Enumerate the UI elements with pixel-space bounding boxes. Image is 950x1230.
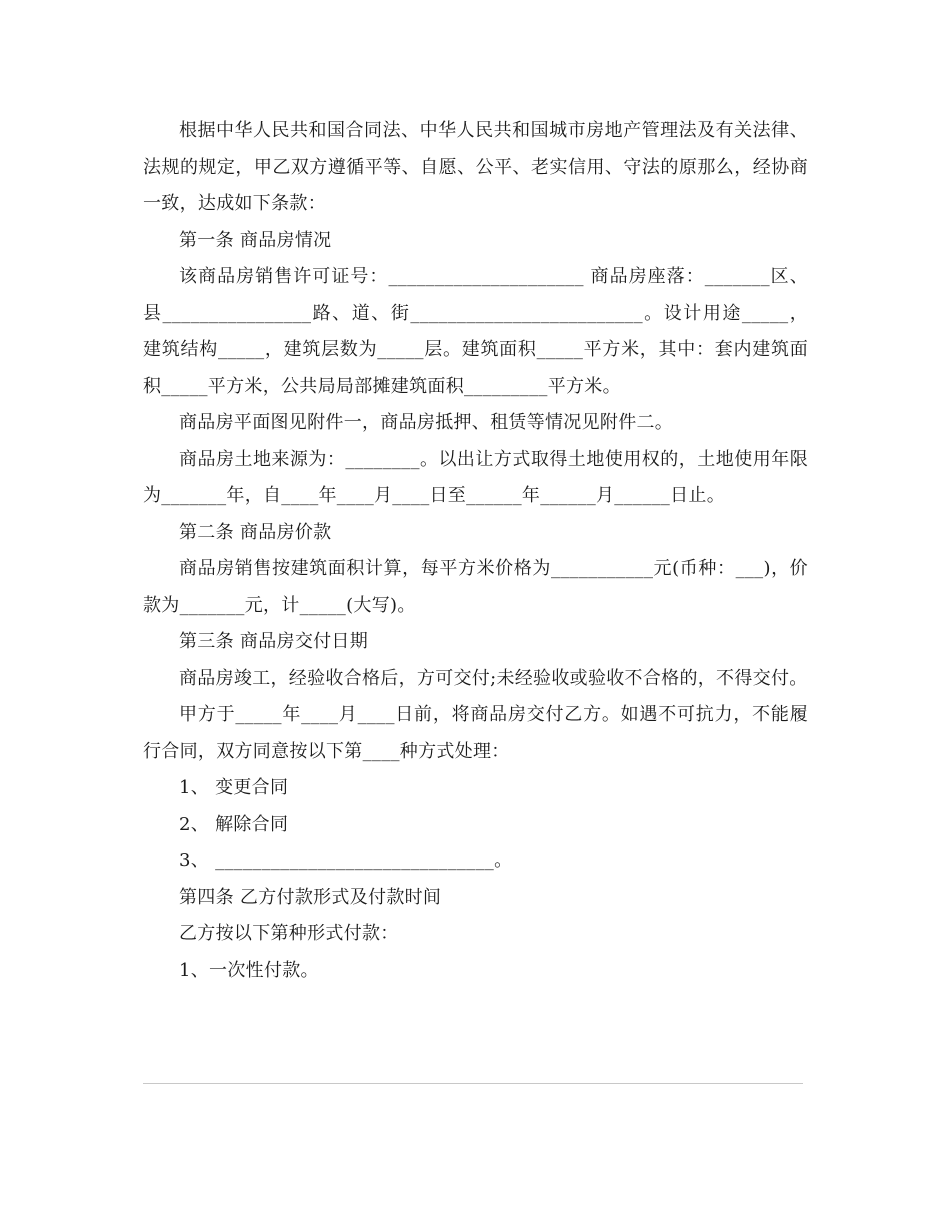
paragraph-property-details: 该商品房销售许可证号：_____________________ 商品房座落：_______区、县________________路、道、街_________________________。设计用途_____，建筑结构_____，建筑层数为_____层。建筑面积_____平方米，其中：套内建筑面积_____平方米，公共局局部摊建筑面积_________平方米。 [143,266,808,397]
paragraph-delivery-condition: 商品房竣工，经验收合格后，方可交付;未经验收或验收不合格的，不得交付。 [179,667,808,689]
paragraph-attachments: 商品房平面图见附件一，商品房抵押、租赁等情况见附件二。 [179,412,674,433]
document-body [143,113,808,989]
list-item-lump-sum: 1、一次性付款。 [179,959,319,981]
heading-article-3: 第三条 商品房交付日期 [179,631,369,652]
paragraph-land-source: 商品房土地来源为：________。以出让方式取得土地使用权的，土地使用年限为_______年，自____年____月____日至______年______月______日止。 [143,448,808,506]
paragraph-payment-method: 乙方按以下第种形式付款： [179,923,399,944]
paragraph-price: 商品房销售按建筑面积计算，每平方米价格为___________元(币种：___)，价款为_______元，计_____(大写)。 [143,558,808,616]
heading-article-4: 第四条 乙方付款形式及付款时间 [179,886,442,908]
paragraph-delivery-date: 甲方于_____年____月____日前，将商品房交付乙方。如遇不可抗力，不能履行合同，双方同意按以下第____种方式处理： [143,704,808,762]
list-item-option-1: 1、 变更合同 [179,777,289,798]
paragraph-preamble: 根据中华人民共和国合同法、中华人民共和国城市房地产管理法及有关法律、法规的规定，甲乙双方遵循平等、自愿、公平、老实信用、守法的原那么，经协商一致，达成如下条款： [143,120,808,214]
heading-article-2: 第二条 商品房价款 [179,521,332,543]
list-item-option-3: 3、 ______________________________。 [179,850,513,871]
heading-article-1: 第一条 商品房情况 [179,229,332,251]
list-item-option-2: 2、 解除合同 [179,813,289,835]
footer-divider [143,1083,803,1084]
